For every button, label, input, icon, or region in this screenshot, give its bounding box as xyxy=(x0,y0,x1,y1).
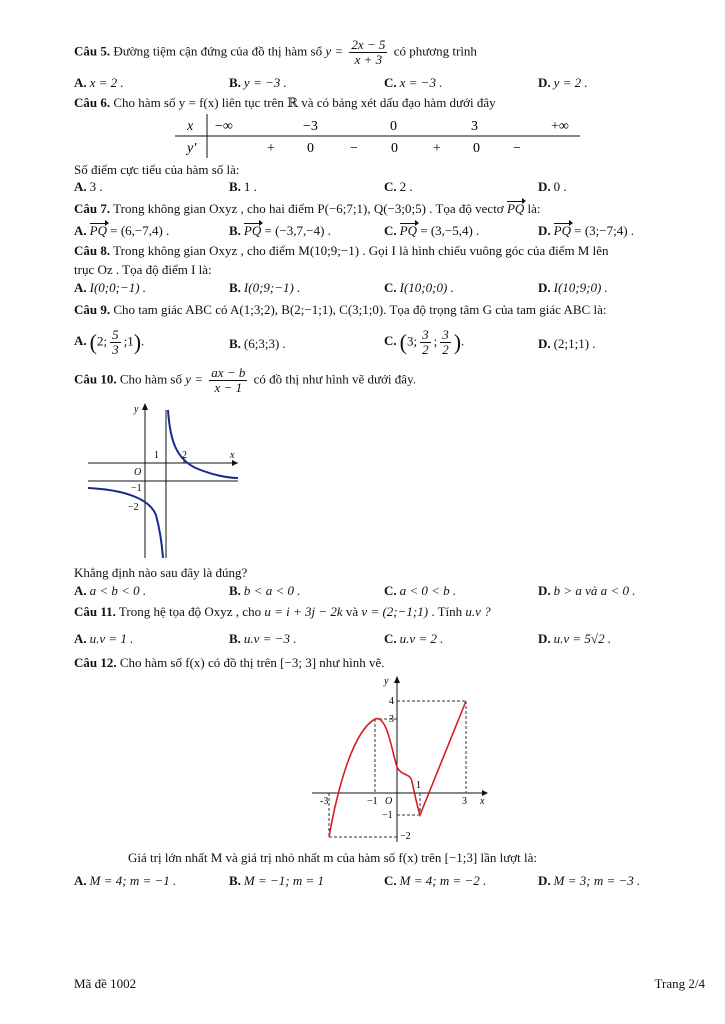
q12-question: Giá trị lớn nhất M và giá trị nhỏ nhất m của hàm số f(x) trên [−1;3] lần lượt là: xyxy=(128,850,537,865)
q11-v-vector: v = (2;−1;1) xyxy=(361,604,429,619)
q12-tick-xm3: -3 xyxy=(320,796,329,807)
q6-sign-4: + xyxy=(433,141,441,156)
q10-label: Câu 10. xyxy=(74,371,117,387)
q11-label: Câu 11. xyxy=(74,604,116,619)
q12-label: Câu 12. xyxy=(74,655,117,670)
q10-x-label: x xyxy=(230,450,235,461)
q12-tick-ym1: −1 xyxy=(382,810,393,821)
q10-graph xyxy=(88,400,243,560)
q6-text: Cho hàm số y = f(x) liên tục trên ℝ và có bảng xét dấu đạo hàm dưới đây xyxy=(113,95,496,110)
q10-option-b[interactable]: B. b < a < 0 . xyxy=(229,583,301,598)
q5-fraction xyxy=(349,38,387,67)
q10-text: Cho hàm số xyxy=(119,371,182,387)
q12-x-label: x xyxy=(480,796,485,807)
q6-y-label: y' xyxy=(187,141,197,156)
q11-option-d[interactable]: D. u.v = 5√2 . xyxy=(538,631,612,646)
q12-tick-ym2: −2 xyxy=(400,831,411,842)
q11-text-a: Trong hệ tọa độ Oxyz , cho xyxy=(118,604,262,619)
q6-sign-2: − xyxy=(350,141,358,156)
q12-tick-y3: 3 xyxy=(389,714,394,725)
q10-tick-2: 2 xyxy=(182,450,187,461)
q5-option-b[interactable]: B. y = −3 . xyxy=(229,75,287,90)
q11-dot-product: u.v ? xyxy=(465,604,491,619)
q6-sign-6: − xyxy=(513,141,521,156)
q10-stem xyxy=(74,366,416,395)
q6-question: Số điểm cực tiểu của hàm số là: xyxy=(74,162,240,177)
q11-text-c: . Tính xyxy=(431,604,463,619)
q10-text2: có đồ thị như hình vẽ dưới đây. xyxy=(253,371,416,387)
q6-option-d[interactable]: D. 0 . xyxy=(538,179,567,194)
q9-option-a[interactable]: A. (2; $\frac{5}{3}$ ;1). xyxy=(74,327,145,357)
q11-text-b: và xyxy=(345,604,359,619)
q6-stem xyxy=(74,95,496,111)
q10-tick-m1: −1 xyxy=(131,483,142,494)
q11-u-vector: u = i + 3j − 2k xyxy=(264,604,343,619)
q6-x-val-2: 0 xyxy=(390,119,397,134)
q6-x-val-0: −∞ xyxy=(215,119,233,134)
q10-func-lhs: y = xyxy=(185,371,204,387)
q12-stem xyxy=(74,655,384,671)
q5-numerator: 2x − 5 xyxy=(351,37,386,52)
q12-y-label: y xyxy=(384,676,389,687)
q8-stem-2: trục Oz . Tọa độ điểm I là: xyxy=(74,262,212,277)
q5-text2: có phương trình xyxy=(393,43,477,59)
q8-text: Trong không gian Oxyz , cho điểm M(10;9;−1) . Gọi I là hình chiếu vuông góc của điểm M lên xyxy=(113,243,609,258)
q6-label: Câu 6. xyxy=(74,95,111,110)
q12-option-c[interactable]: C. M = 4; m = −2 . xyxy=(384,873,487,888)
q6-sign-5: 0 xyxy=(473,141,480,156)
q12-graph xyxy=(312,672,492,844)
q11-option-a[interactable]: A. u.v = 1 . xyxy=(74,631,134,646)
q7-text2: là: xyxy=(527,201,541,216)
q7-option-c[interactable]: C. PQ = (3,−5,4) . xyxy=(384,223,480,238)
q6-sign-1: 0 xyxy=(307,141,314,156)
q5-stem xyxy=(74,38,477,67)
q5-label: Câu 5. xyxy=(74,43,111,59)
q6-x-val-4: +∞ xyxy=(551,119,569,134)
q5-func-lhs: y = xyxy=(325,43,344,59)
q12-option-a[interactable]: A. M = 4; m = −1 . xyxy=(74,873,177,888)
q12-tick-x1: 1 xyxy=(416,780,421,791)
q9-option-d[interactable]: D. (2;1;1) . xyxy=(538,336,596,351)
q8-option-b[interactable]: B. I(0;9;−1) . xyxy=(229,280,301,295)
q12-text: Cho hàm số f(x) có đồ thị trên [−3; 3] như hình vẽ. xyxy=(119,655,385,670)
q8-label: Câu 8. xyxy=(74,243,111,258)
q9-text: Cho tam giác ABC có A(1;3;2), B(2;−1;1), C(3;1;0). Tọa độ trọng tâm G của tam giác ABC là: xyxy=(113,302,607,317)
q6-sign-3: 0 xyxy=(391,141,398,156)
q12-option-b[interactable]: B. M = −1; m = 1 xyxy=(229,873,325,888)
q10-tick-1: 1 xyxy=(154,450,159,461)
q8-option-c[interactable]: C. I(10;0;0) . xyxy=(384,280,454,295)
q10-tick-m2: −2 xyxy=(128,502,139,513)
q7-text: Trong không gian Oxyz , cho hai điểm P(−6;7;1), Q(−3;0;5) . Tọa độ vectơ xyxy=(113,201,504,216)
q10-option-c[interactable]: C. a < 0 < b . xyxy=(384,583,457,598)
q12-tick-x3: 3 xyxy=(462,796,467,807)
q10-y-label: y xyxy=(134,404,139,415)
q12-origin-label: O xyxy=(385,796,393,807)
q6-option-a[interactable]: A. 3 . xyxy=(74,179,103,194)
q6-x-val-1: −3 xyxy=(303,119,318,134)
q11-option-b[interactable]: B. u.v = −3 . xyxy=(229,631,297,646)
exam-code: Mã đề 1002 xyxy=(74,976,137,991)
q5-text: Đường tiệm cận đứng của đồ thị hàm số xyxy=(113,43,323,59)
q7-option-d[interactable]: D. PQ = (3;−7;4) . xyxy=(538,223,635,238)
q12-tick-y4: 4 xyxy=(389,696,394,707)
q5-option-d[interactable]: D. y = 2 . xyxy=(538,75,588,90)
q6-sign-table xyxy=(175,114,585,160)
q10-option-a[interactable]: A. a < b < 0 . xyxy=(74,583,147,598)
q7-vector: PQ xyxy=(506,201,525,216)
q9-label: Câu 9. xyxy=(74,302,111,317)
q5-option-c[interactable]: C. x = −3 . xyxy=(384,75,443,90)
q10-origin-label: O xyxy=(134,467,142,478)
q5-denominator: x + 3 xyxy=(354,52,383,67)
q7-stem xyxy=(74,201,541,217)
q8-option-a[interactable]: A. I(0;0;−1) . xyxy=(74,280,147,295)
q10-fraction: $\frac{ax - b}{x - 1}$ xyxy=(211,365,246,395)
q10-option-d[interactable]: D. b > a và a < 0 . xyxy=(538,583,636,598)
q8-option-d[interactable]: D. I(10;9;0) . xyxy=(538,280,608,295)
q10-question: Khẳng định nào sau đây là đúng? xyxy=(74,565,248,580)
page-number: Trang 2/4 xyxy=(654,976,705,991)
q9-stem xyxy=(74,302,606,318)
q6-x-label: x xyxy=(187,119,194,134)
q6-option-c[interactable]: C. 2 . xyxy=(384,179,413,194)
q12-option-d[interactable]: D. M = 3; m = −3 . xyxy=(538,873,641,888)
q11-stem xyxy=(74,604,491,620)
q6-option-b[interactable]: B. 1 . xyxy=(229,179,257,194)
q6-x-val-3: 3 xyxy=(471,119,478,134)
q12-tick-xm1: −1 xyxy=(367,796,378,807)
q9-option-c[interactable]: C. (3; $\frac{3}{2}$ ; $\frac{3}{2}$ ). xyxy=(384,327,465,357)
q7-option-b[interactable]: B. PQ = (−3,7,−4) . xyxy=(229,223,331,238)
q8-stem xyxy=(74,243,609,259)
q5-option-a[interactable]: A. x = 2 . xyxy=(74,75,124,90)
q6-sign-0: + xyxy=(267,141,275,156)
q7-label: Câu 7. xyxy=(74,201,111,216)
q7-option-a[interactable]: A. PQ = (6,−7,4) . xyxy=(74,223,170,238)
q9-option-b[interactable]: B. (6;3;3) . xyxy=(229,336,286,351)
q11-option-c[interactable]: C. u.v = 2 . xyxy=(384,631,444,646)
